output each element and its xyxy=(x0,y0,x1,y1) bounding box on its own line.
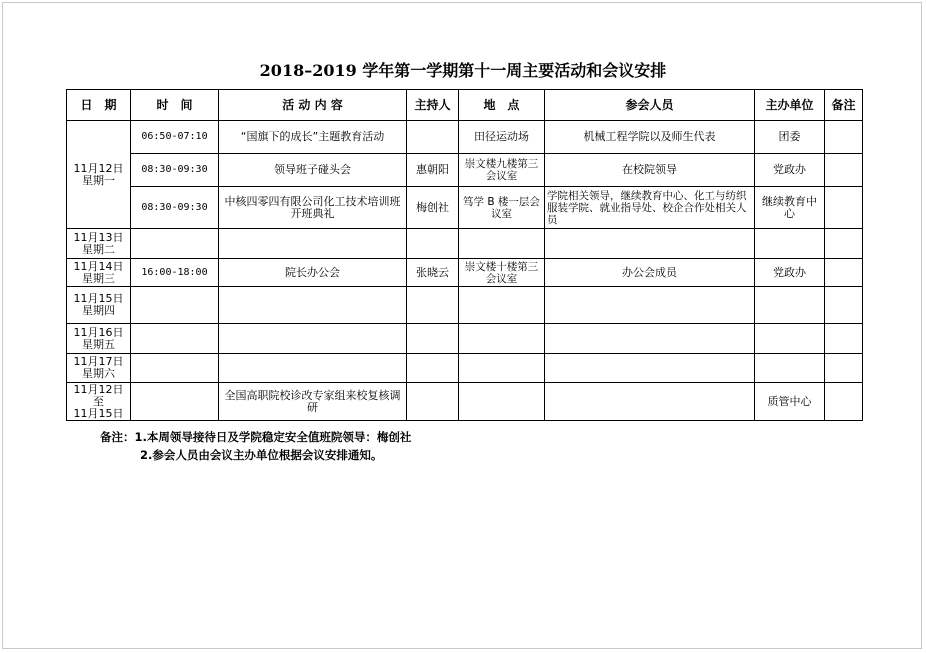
day-cell-monday xyxy=(67,121,131,229)
day-date: 11月12日 xyxy=(73,382,124,396)
table-row xyxy=(67,154,863,187)
day-weekday: 星期二 xyxy=(82,242,115,256)
header-organizer: 主办单位 xyxy=(755,90,825,121)
attendees-cell: 机械工程学院以及师生代表 xyxy=(545,121,755,154)
organizer-cell xyxy=(755,354,825,383)
attendees-cell xyxy=(545,287,755,324)
day-weekday: 星期五 xyxy=(82,337,115,351)
time-cell: 08:30-09:30 xyxy=(131,187,219,229)
remarks-cell xyxy=(825,154,863,187)
organizer-cell: 质管中心 xyxy=(755,383,825,421)
attendees-cell xyxy=(545,229,755,259)
day-weekday: 星期六 xyxy=(82,367,115,380)
activity-cell xyxy=(219,287,407,324)
location-cell xyxy=(459,229,545,259)
remarks-cell xyxy=(825,259,863,287)
activity-cell xyxy=(219,229,407,259)
table-row xyxy=(67,187,863,229)
activity-cell xyxy=(219,354,407,383)
note-line-1: 备注：1.本周领导接待日及学院稳定安全值班院领导：梅创社 xyxy=(100,430,412,444)
notes-block xyxy=(100,428,411,464)
schedule-table xyxy=(66,89,863,421)
table-row xyxy=(67,229,863,259)
day-cell-saturday xyxy=(67,354,131,383)
header-row xyxy=(67,90,863,121)
day-weekday: 星期一 xyxy=(82,173,115,187)
host-cell xyxy=(407,324,459,354)
location-cell: 崇文楼九楼第三会议室 xyxy=(459,154,545,187)
time-cell: 06:50-07:10 xyxy=(131,121,219,154)
day-date: 11月17日 xyxy=(73,355,124,368)
host-cell xyxy=(407,383,459,421)
day-date: 11月15日 xyxy=(73,292,124,305)
activity-cell: 中核四零四有限公司化工技术培训班开班典礼 xyxy=(219,187,407,229)
host-cell xyxy=(407,354,459,383)
activity-cell xyxy=(219,324,407,354)
host-cell: 张晓云 xyxy=(407,259,459,287)
attendees-cell: 在校院领导 xyxy=(545,154,755,187)
table-row xyxy=(67,354,863,383)
attendees-cell xyxy=(545,324,755,354)
activity-cell: “国旗下的成长”主题教育活动 xyxy=(219,121,407,154)
day-date: 11月14日 xyxy=(73,259,124,273)
note-line-2: 2.参会人员由会议主办单位根据会议安排通知。 xyxy=(140,448,383,462)
time-cell xyxy=(131,324,219,354)
header-attendees: 参会人员 xyxy=(545,90,755,121)
location-cell: 崇文楼十楼第三会议室 xyxy=(459,259,545,287)
header-time: 时 间 xyxy=(131,90,219,121)
day-weekday: 星期四 xyxy=(82,304,115,317)
remarks-cell xyxy=(825,229,863,259)
location-cell xyxy=(459,287,545,324)
time-cell xyxy=(131,354,219,383)
remarks-cell xyxy=(825,287,863,324)
time-cell: 08:30-09:30 xyxy=(131,154,219,187)
attendees-cell xyxy=(545,354,755,383)
header-location: 地 点 xyxy=(459,90,545,121)
table-row xyxy=(67,383,863,421)
organizer-cell: 继续教育中心 xyxy=(755,187,825,229)
location-cell: 笃学 B 楼一层会议室 xyxy=(459,187,545,229)
day-cell-wednesday xyxy=(67,259,131,287)
attendees-cell: 办公会成员 xyxy=(545,259,755,287)
time-cell: 16:00-18:00 xyxy=(131,259,219,287)
day-weekday: 星期三 xyxy=(82,271,115,285)
organizer-cell: 党政办 xyxy=(755,154,825,187)
day-cell-range xyxy=(67,383,131,421)
activity-cell: 全国高职院校诊改专家组来校复核调研 xyxy=(219,383,407,421)
time-cell xyxy=(131,229,219,259)
organizer-cell xyxy=(755,287,825,324)
organizer-cell xyxy=(755,324,825,354)
header-host: 主持人 xyxy=(407,90,459,121)
host-cell: 惠朝阳 xyxy=(407,154,459,187)
header-date: 日 期 xyxy=(67,90,131,121)
remarks-cell xyxy=(825,324,863,354)
day-range-separator: 至 xyxy=(93,394,104,408)
remarks-cell xyxy=(825,383,863,421)
table-row xyxy=(67,121,863,154)
location-cell xyxy=(459,324,545,354)
organizer-cell: 团委 xyxy=(755,121,825,154)
attendees-cell xyxy=(545,383,755,421)
day-cell-thursday xyxy=(67,287,131,324)
remarks-cell xyxy=(825,121,863,154)
day-date: 11月12日 xyxy=(73,161,124,175)
day-date-end: 11月15日 xyxy=(73,406,124,420)
header-activity: 活 动 内 容 xyxy=(219,90,407,121)
table-row xyxy=(67,259,863,287)
remarks-cell xyxy=(825,354,863,383)
location-cell xyxy=(459,383,545,421)
day-cell-friday xyxy=(67,324,131,354)
document-title: 2018–2019 学年第一学期第十一周主要活动和会议安排 xyxy=(259,61,667,80)
attendees-cell: 学院相关领导，继续教育中心、化工与纺织服装学院、就业指导处、校企合作处相关人员 xyxy=(545,187,755,229)
day-date: 11月16日 xyxy=(73,325,124,339)
location-cell: 田径运动场 xyxy=(459,121,545,154)
host-cell xyxy=(407,287,459,324)
organizer-cell xyxy=(755,229,825,259)
day-date: 11月13日 xyxy=(73,230,124,244)
table-row xyxy=(67,324,863,354)
location-cell xyxy=(459,354,545,383)
activity-cell: 领导班子碰头会 xyxy=(219,154,407,187)
host-cell: 梅创社 xyxy=(407,187,459,229)
time-cell xyxy=(131,383,219,421)
organizer-cell: 党政办 xyxy=(755,259,825,287)
activity-cell: 院长办公会 xyxy=(219,259,407,287)
header-remarks: 备注 xyxy=(825,90,863,121)
day-cell-tuesday xyxy=(67,229,131,259)
time-cell xyxy=(131,287,219,324)
host-cell xyxy=(407,121,459,154)
table-row xyxy=(67,287,863,324)
host-cell xyxy=(407,229,459,259)
remarks-cell xyxy=(825,187,863,229)
